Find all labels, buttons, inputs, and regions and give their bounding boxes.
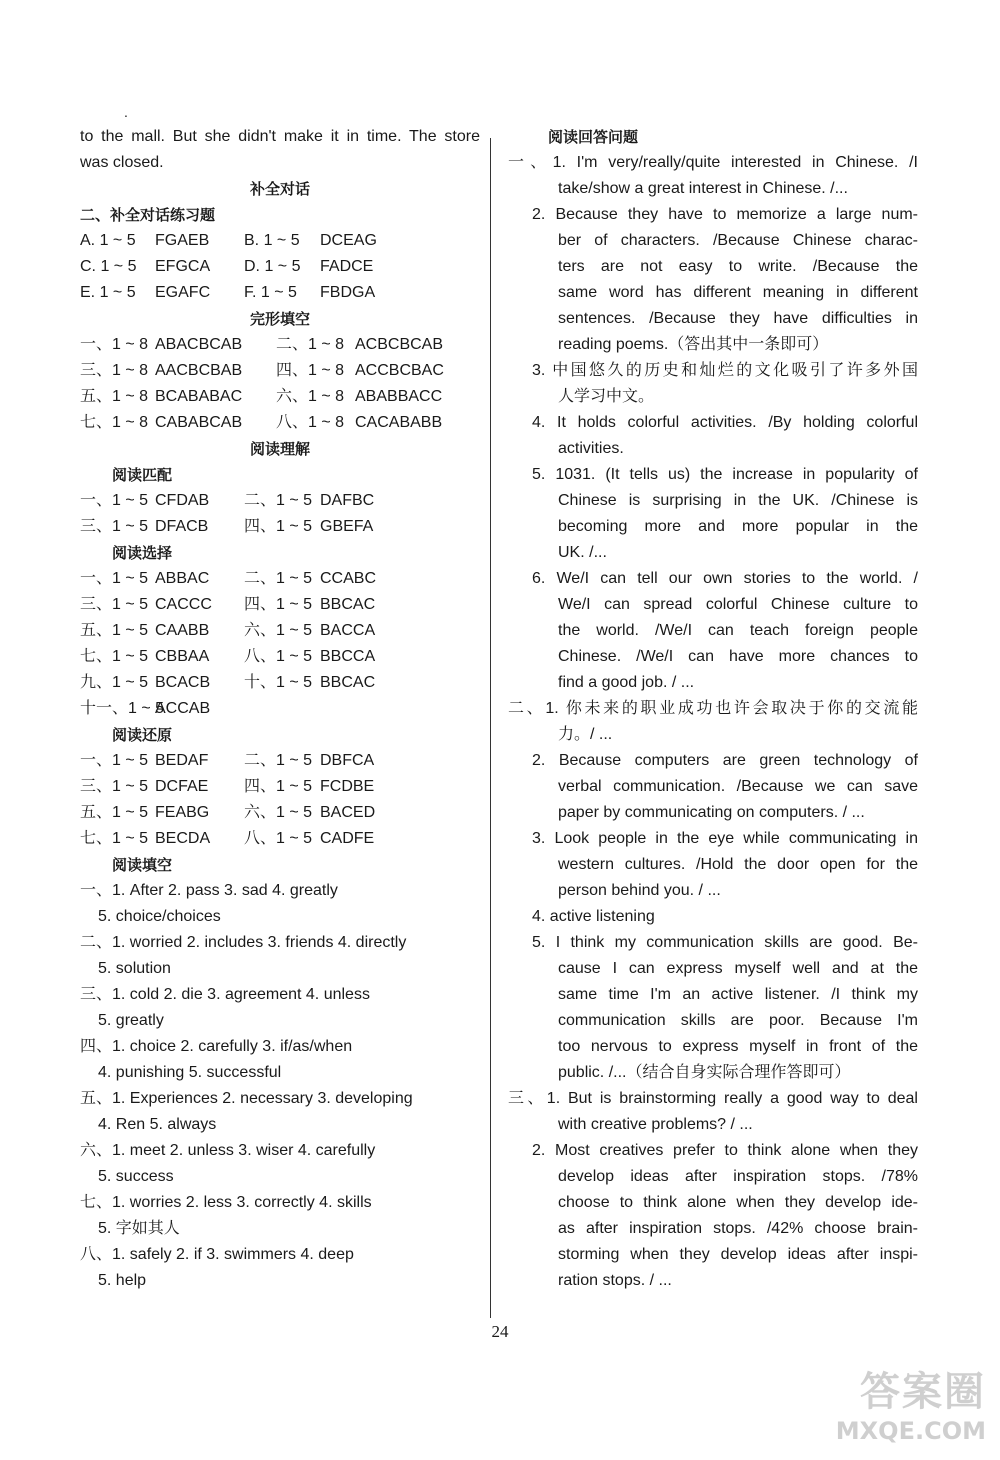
- fill-answer-line: 5. greatly: [98, 1012, 164, 1029]
- item-range: C. 1 ~ 5: [80, 258, 137, 275]
- answer-text-line: 2. Because they have to memorize a large num-: [532, 206, 918, 223]
- answer-key: ABBAC: [155, 570, 210, 587]
- item-range: 三、1 ~ 5: [80, 596, 149, 613]
- fill-answer-line: 4. Ren 5. always: [98, 1116, 217, 1133]
- answer-key: BEDAF: [155, 752, 209, 769]
- item-range: 三、1 ~ 5: [80, 778, 149, 795]
- answer-key: CBBAA: [155, 648, 210, 665]
- answer-row: [80, 618, 480, 644]
- answer-text-line: 6. We/I can tell our own stories to the world. /: [532, 570, 918, 587]
- answer-row: [80, 332, 480, 358]
- item-range: 一、1 ~ 5: [80, 492, 149, 509]
- answer-text-line: ration stops. / ...: [558, 1272, 672, 1289]
- item-range: 一、1 ~ 8: [80, 336, 149, 353]
- answer-row: [80, 280, 480, 306]
- answer-text-line: sentences. /Because they have difficulties in: [558, 310, 918, 327]
- answer-text-line: activities.: [558, 440, 624, 457]
- reading-fill-answers: [80, 878, 480, 1294]
- answer-key: CAABB: [155, 622, 210, 639]
- item-range: 十一、1 ~ 5: [80, 700, 165, 717]
- answer-text-line: reading poems.（答出其中一条即可）: [558, 336, 829, 353]
- subsection-dialogue-practice: 二、补全对话练习题: [80, 206, 216, 224]
- answer-key: ACBCBCAB: [355, 336, 444, 353]
- answer-row: [80, 384, 480, 410]
- answer-row: [80, 774, 480, 800]
- answer-row: [80, 800, 480, 826]
- stray-dot: .: [124, 104, 128, 120]
- item-range: A. 1 ~ 5: [80, 232, 136, 249]
- answer-text-line: as after inspiration stops. /42% choose brain-: [558, 1220, 918, 1237]
- subsection-reading-fill: 阅读填空: [112, 856, 173, 874]
- watermark-url: MXQE.COM: [835, 1417, 986, 1445]
- answer-key: DAFBC: [320, 492, 375, 509]
- item-range: 六、1 ~ 5: [244, 622, 313, 639]
- answer-text-line: same time I'm an active listener. /I think my: [558, 986, 918, 1003]
- answer-row: [80, 254, 480, 280]
- answer-text-line: 2. Most creatives prefer to think alone when they: [532, 1142, 918, 1159]
- answer-text-line: 5. I think my communication skills are good. Be-: [532, 934, 918, 951]
- item-range: 六、1 ~ 8: [276, 388, 345, 405]
- answer-text-line: ber of characters. /Because Chinese charac-: [558, 232, 918, 249]
- item-range: 七、1 ~ 5: [80, 648, 149, 665]
- left-column: [80, 124, 480, 1294]
- item-range: 八、1 ~ 5: [244, 830, 313, 847]
- fill-answer-line: 二、1. worried 2. includes 3. friends 4. directly: [80, 934, 407, 951]
- answer-key: CADFE: [320, 830, 375, 847]
- answer-text-line: person behind you. / ...: [558, 882, 721, 899]
- subsection-reading-match: 阅读匹配: [112, 466, 173, 484]
- subsection-reading-restore: 阅读还原: [112, 726, 173, 744]
- item-range: B. 1 ~ 5: [244, 232, 300, 249]
- answer-key: DCEAG: [320, 232, 377, 249]
- answer-key: BCACB: [155, 674, 211, 691]
- item-range: 三、1 ~ 5: [80, 518, 149, 535]
- cloze-answers: [80, 332, 480, 436]
- fill-answer-line: 5. solution: [98, 960, 171, 977]
- answer-text-line: find a good job. / ...: [558, 674, 695, 691]
- answer-row: [80, 826, 480, 852]
- answer-key: BACED: [320, 804, 376, 821]
- answer-text-line: paper by communicating on computers. / ...: [558, 804, 865, 821]
- answer-text-line: communication skills are poor. Because I'm: [558, 1012, 918, 1029]
- item-range: 三、1 ~ 8: [80, 362, 149, 379]
- answer-key: DFACB: [155, 518, 209, 535]
- item-range: 八、1 ~ 8: [276, 414, 345, 431]
- reading-match-answers: [80, 488, 480, 540]
- answer-text-line: 5. 1031. (It tells us) the increase in popularity of: [532, 466, 918, 483]
- item-range: 四、1 ~ 5: [244, 778, 313, 795]
- item-range: 四、1 ~ 5: [244, 518, 313, 535]
- answer-key: BCABABAC: [155, 388, 243, 405]
- answer-row: [80, 410, 480, 436]
- section-title-reading: 阅读理解: [249, 440, 310, 458]
- reading-choice-answers: [80, 566, 480, 722]
- answer-row: [80, 358, 480, 384]
- answer-key: DBFCA: [320, 752, 375, 769]
- answer-row: [80, 670, 480, 696]
- answer-key: EGAFC: [155, 284, 211, 301]
- watermark-logo: 答案圈: [860, 1369, 986, 1415]
- item-range: D. 1 ~ 5: [244, 258, 301, 275]
- answer-row: [80, 566, 480, 592]
- reading-answer-lines: [508, 150, 918, 1294]
- answer-text-line: 一、1. I'm very/really/quite interested in Chinese. /I: [508, 154, 918, 171]
- answer-text-line: develop ideas after inspiration stops. /78%: [558, 1168, 918, 1185]
- intro-line: to the mall. But she didn't make it in time. The store: [80, 128, 480, 145]
- answer-key: CACABABB: [355, 414, 443, 431]
- fill-answer-line: 一、1. After 2. pass 3. sad 4. greatly: [80, 882, 338, 899]
- answer-key: FADCE: [320, 258, 374, 275]
- answer-text-line: 3. Look people in the eye while communicating in: [532, 830, 918, 847]
- fill-answer-line: 四、1. choice 2. carefully 3. if/as/when: [80, 1038, 353, 1055]
- answer-row: [80, 748, 480, 774]
- fill-answer-line: 5. help: [98, 1272, 147, 1289]
- fill-answer-line: 4. punishing 5. successful: [98, 1064, 282, 1081]
- answer-key: CCABC: [320, 570, 377, 587]
- answer-text-line: We/I can spread colorful Chinese culture to: [558, 596, 918, 613]
- answer-key: GBEFA: [320, 518, 374, 535]
- answer-text-line: cause I can express myself well and at the: [558, 960, 918, 977]
- answer-key: BBCAC: [320, 596, 376, 613]
- answer-key: AACBCBAB: [155, 362, 243, 379]
- fill-answer-line: 5. success: [98, 1168, 174, 1185]
- answer-key: CFDAB: [155, 492, 210, 509]
- item-range: 四、1 ~ 5: [244, 596, 313, 613]
- answer-key: BECDA: [155, 830, 211, 847]
- item-range: 九、1 ~ 5: [80, 674, 149, 691]
- fill-answer-line: 六、1. meet 2. unless 3. wiser 4. carefully: [80, 1142, 376, 1159]
- subsection-reading-choice: 阅读选择: [112, 544, 173, 562]
- answer-text-line: too nervous to express myself in front of the: [558, 1038, 918, 1055]
- intro-line: was closed.: [80, 154, 164, 171]
- item-range: 二、1 ~ 5: [244, 492, 313, 509]
- answer-key: DCFAE: [155, 778, 209, 795]
- answer-text-line: 4. active listening: [532, 908, 655, 925]
- answer-key: CABABCAB: [155, 414, 243, 431]
- answer-text-line: same word has different meaning in different: [558, 284, 918, 301]
- answer-text-line: UK. /...: [558, 544, 607, 561]
- fill-answer-line: 5. choice/choices: [98, 908, 221, 925]
- fill-answer-line: 三、1. cold 2. die 3. agreement 4. unless: [80, 986, 370, 1003]
- answer-key: EFGCA: [155, 258, 211, 275]
- section-title-reading-answer: 阅读回答问题: [548, 128, 639, 146]
- answer-text-line: the world. /We/I can teach foreign people: [558, 622, 918, 639]
- answer-text-line: public. /...（结合自身实际合理作答即可）: [558, 1064, 851, 1081]
- item-range: 八、1 ~ 5: [244, 648, 313, 665]
- answer-key: BACCA: [320, 622, 376, 639]
- item-range: 二、1 ~ 5: [244, 570, 313, 587]
- fill-answer-line: 八、1. safely 2. if 3. swimmers 4. deep: [80, 1246, 354, 1263]
- answer-text-line: with creative problems? / ...: [558, 1116, 753, 1133]
- answer-row: [80, 228, 480, 254]
- answer-text-line: 2. Because computers are green technology of: [532, 752, 918, 769]
- answer-key: ACCBCBAC: [355, 362, 444, 379]
- answer-row: [80, 488, 480, 514]
- item-range: E. 1 ~ 5: [80, 284, 136, 301]
- item-range: 四、1 ~ 8: [276, 362, 345, 379]
- column-divider: [490, 138, 491, 1318]
- item-range: 十、1 ~ 5: [244, 674, 313, 691]
- answer-key: BBCAC: [320, 674, 376, 691]
- answer-key: ACCAB: [155, 700, 211, 717]
- answer-key: FEABG: [155, 804, 210, 821]
- answer-text-line: take/show a great interest in Chinese. /...: [558, 180, 848, 197]
- answer-text-line: Chinese is surprising in the UK. /Chinese is: [558, 492, 918, 509]
- intro-text: [80, 124, 480, 176]
- answer-row: [80, 514, 480, 540]
- answer-key: CACCC: [155, 596, 212, 613]
- answer-row: [80, 644, 480, 670]
- answer-row: [80, 696, 480, 722]
- dialogue-answers: [80, 228, 480, 306]
- item-range: 二、1 ~ 5: [244, 752, 313, 769]
- item-range: 七、1 ~ 8: [80, 414, 149, 431]
- answer-key: FGAEB: [155, 232, 210, 249]
- item-range: 一、1 ~ 5: [80, 752, 149, 769]
- answer-key: ABABBACC: [355, 388, 443, 405]
- answer-key: FCDBE: [320, 778, 375, 795]
- answer-text-line: western cultures. /Hold the door open for the: [558, 856, 918, 873]
- answer-text-line: 4. It holds colorful activities. /By holding colorful: [532, 414, 918, 431]
- fill-answer-line: 五、1. Experiences 2. necessary 3. developing: [80, 1090, 413, 1107]
- answer-text-line: choose to think alone when they develop ide-: [558, 1194, 918, 1211]
- item-range: 二、1 ~ 8: [276, 336, 345, 353]
- item-range: 五、1 ~ 5: [80, 622, 149, 639]
- answer-text-line: becoming more and more popular in the: [558, 518, 918, 535]
- answer-text-line: 二、1. 你未来的职业成功也许会取决于你的交流能: [508, 700, 918, 717]
- answer-text-line: 人学习中文。: [558, 388, 655, 405]
- right-column: [508, 124, 918, 1294]
- item-range: 一、1 ~ 5: [80, 570, 149, 587]
- item-range: 五、1 ~ 5: [80, 804, 149, 821]
- answer-text-line: Chinese. /We/I can have more chances to: [558, 648, 918, 665]
- answer-key: ABACBCAB: [155, 336, 243, 353]
- fill-answer-line: 七、1. worries 2. less 3. correctly 4. skills: [80, 1194, 372, 1211]
- watermark: [806, 1360, 986, 1450]
- section-title-cloze: 完形填空: [249, 310, 310, 328]
- answer-text-line: 三、1. But is brainstorming really a good way to deal: [508, 1090, 918, 1107]
- answer-key: FBDGA: [320, 284, 376, 301]
- answer-text-line: verbal communication. /Because we can save: [558, 778, 918, 795]
- answer-text-line: 3. 中国悠久的历史和灿烂的文化吸引了许多外国: [532, 362, 918, 379]
- answer-key: BBCCA: [320, 648, 376, 665]
- answer-text-line: ters are not easy to write. /Because the: [558, 258, 918, 275]
- item-range: F. 1 ~ 5: [244, 284, 297, 301]
- answer-text-line: 力。/ ...: [558, 726, 613, 743]
- item-range: 七、1 ~ 5: [80, 830, 149, 847]
- fill-answer-line: 5. 字如其人: [98, 1220, 180, 1237]
- item-range: 六、1 ~ 5: [244, 804, 313, 821]
- page-number: 24: [491, 1322, 509, 1341]
- section-title-dialogue: 补全对话: [249, 180, 310, 198]
- answer-row: [80, 592, 480, 618]
- item-range: 五、1 ~ 8: [80, 388, 149, 405]
- answer-text-line: storming when they develop ideas after inspi-: [558, 1246, 918, 1263]
- reading-restore-answers: [80, 748, 480, 852]
